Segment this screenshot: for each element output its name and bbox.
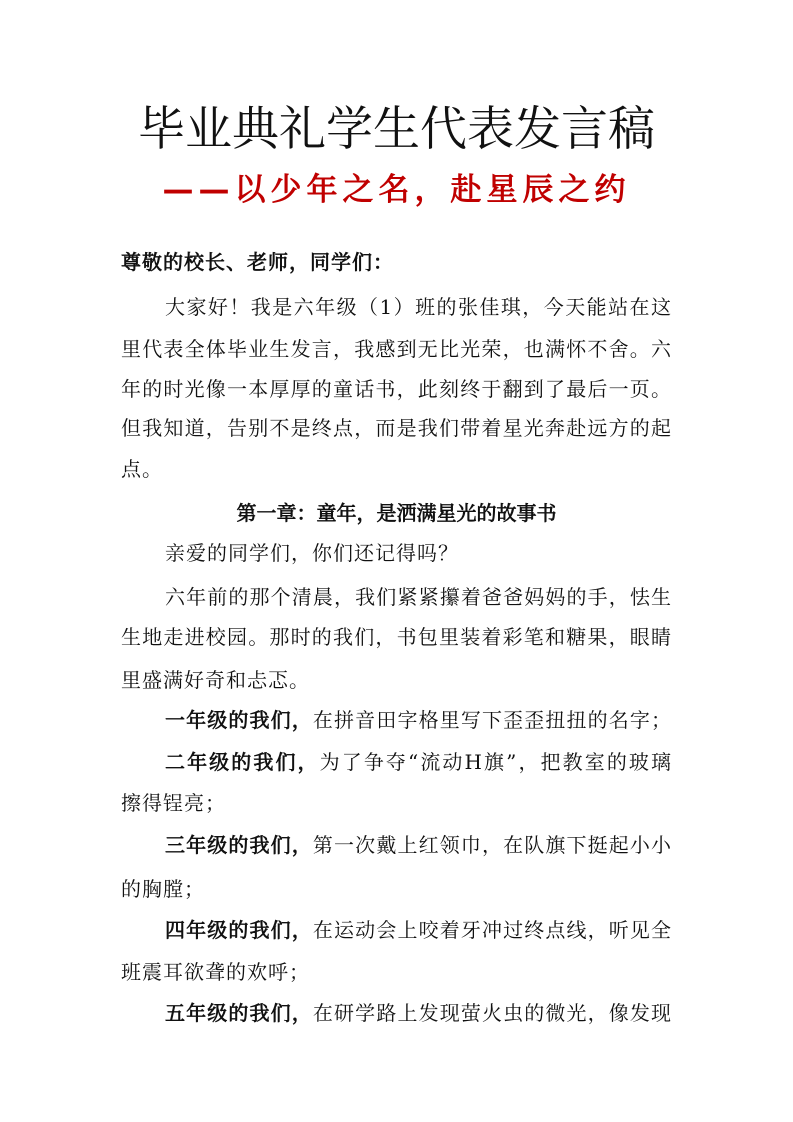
grade-text: 第一次戴上红领巾，在队旗下挺起小小 [312, 833, 673, 857]
grade-text: 在研学路上发现萤火虫的微光，像发现 [312, 1001, 673, 1025]
grade-text: 在拼音田字格里写下歪歪扭扭的名字； [312, 708, 673, 732]
paragraph-line: 班震耳欲聋的欢呼； [121, 960, 310, 984]
greeting: 尊敬的校长、老师，同学们： [121, 250, 394, 274]
grade-lead: 二年级的我们， [165, 750, 320, 774]
document-title: 毕业典礼学生代表发言稿 [138, 102, 655, 157]
grade-line [165, 705, 672, 735]
grade-text: 在运动会上咬着牙冲过终点线，听见全 [312, 918, 673, 942]
grade-lead: 五年级的我们， [165, 1001, 313, 1025]
paragraph-line: 亲爱的同学们，你们还记得吗？ [165, 541, 459, 565]
chapter-heading: 第一章：童年，是洒满星光的故事书 [236, 501, 557, 525]
grade-line [165, 747, 672, 777]
grade-lead: 三年级的我们， [165, 833, 313, 857]
paragraph-line: 擦得锃亮； [121, 791, 226, 815]
grade-lead: 一年级的我们， [165, 708, 313, 732]
paragraph-line: 年的时光像一本厚厚的童话书，此刻终于翻到了最后一页。 [121, 377, 672, 401]
grade-line [165, 998, 672, 1028]
paragraph-line: 大家好！我是六年级（1）班的张佳琪，今天能站在这 [165, 295, 672, 319]
paragraph-line: 点。 [121, 457, 163, 481]
paragraph-line: 但我知道，告别不是终点，而是我们带着星光奔赴远方的起 [121, 416, 672, 440]
grade-text: 为了争夺“流动H旗”，把教室的玻璃 [319, 750, 673, 774]
paragraph-line: 六年前的那个清晨，我们紧紧攥着爸爸妈妈的手，怯生 [165, 585, 672, 609]
paragraph-line: 的胸膛； [121, 877, 205, 901]
paragraph-line: 生地走进校园。那时的我们，书包里装着彩笔和糖果，眼睛 [121, 625, 672, 649]
paragraph-line: 里代表全体毕业生发言，我感到无比光荣，也满怀不舍。六 [121, 337, 672, 361]
grade-line [165, 830, 672, 860]
grade-line [165, 915, 672, 945]
grade-lead: 四年级的我们， [165, 918, 313, 942]
paragraph-line: 里盛满好奇和忐忑。 [121, 668, 310, 692]
document-subtitle: ——以少年之名，赴星辰之约 [162, 172, 631, 208]
